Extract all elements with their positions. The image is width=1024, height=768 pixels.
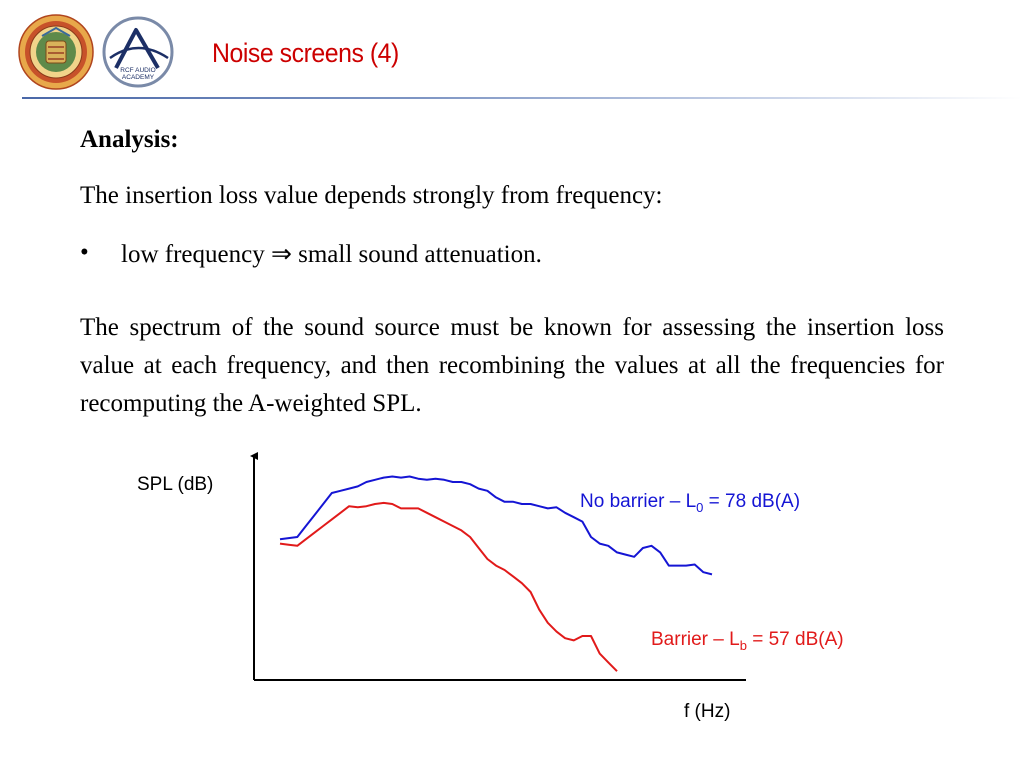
x-axis-label: f (Hz) bbox=[684, 701, 731, 722]
svg-text:RCF AUDIO: RCF AUDIO bbox=[120, 67, 156, 74]
series-line-barrier bbox=[280, 503, 617, 671]
y-axis-label: SPL (dB) bbox=[137, 474, 214, 495]
intro-paragraph: The insertion loss value depends strongly from frequency: bbox=[80, 182, 663, 209]
bullet-marker: • bbox=[80, 239, 89, 266]
slide-title: Noise screens (4) bbox=[212, 38, 399, 68]
series-label-no-barrier: No barrier – $L_0 = 78$ dB(A) bbox=[580, 491, 801, 515]
bullet-text: low frequency ⇒ small sound attenuation. bbox=[121, 241, 542, 268]
spectrum-paragraph: The spectrum of the sound source must be known for assessing the insertion loss value at each frequency, and then recombining the values at all the frequencies for recomputing the A-weighted SPL. bbox=[80, 314, 944, 417]
analysis-heading: Analysis: bbox=[80, 126, 179, 153]
series-label-barrier: Barrier – $L_b = 57$ dB(A) bbox=[651, 629, 844, 653]
svg-text:ACADEMY: ACADEMY bbox=[121, 74, 155, 81]
